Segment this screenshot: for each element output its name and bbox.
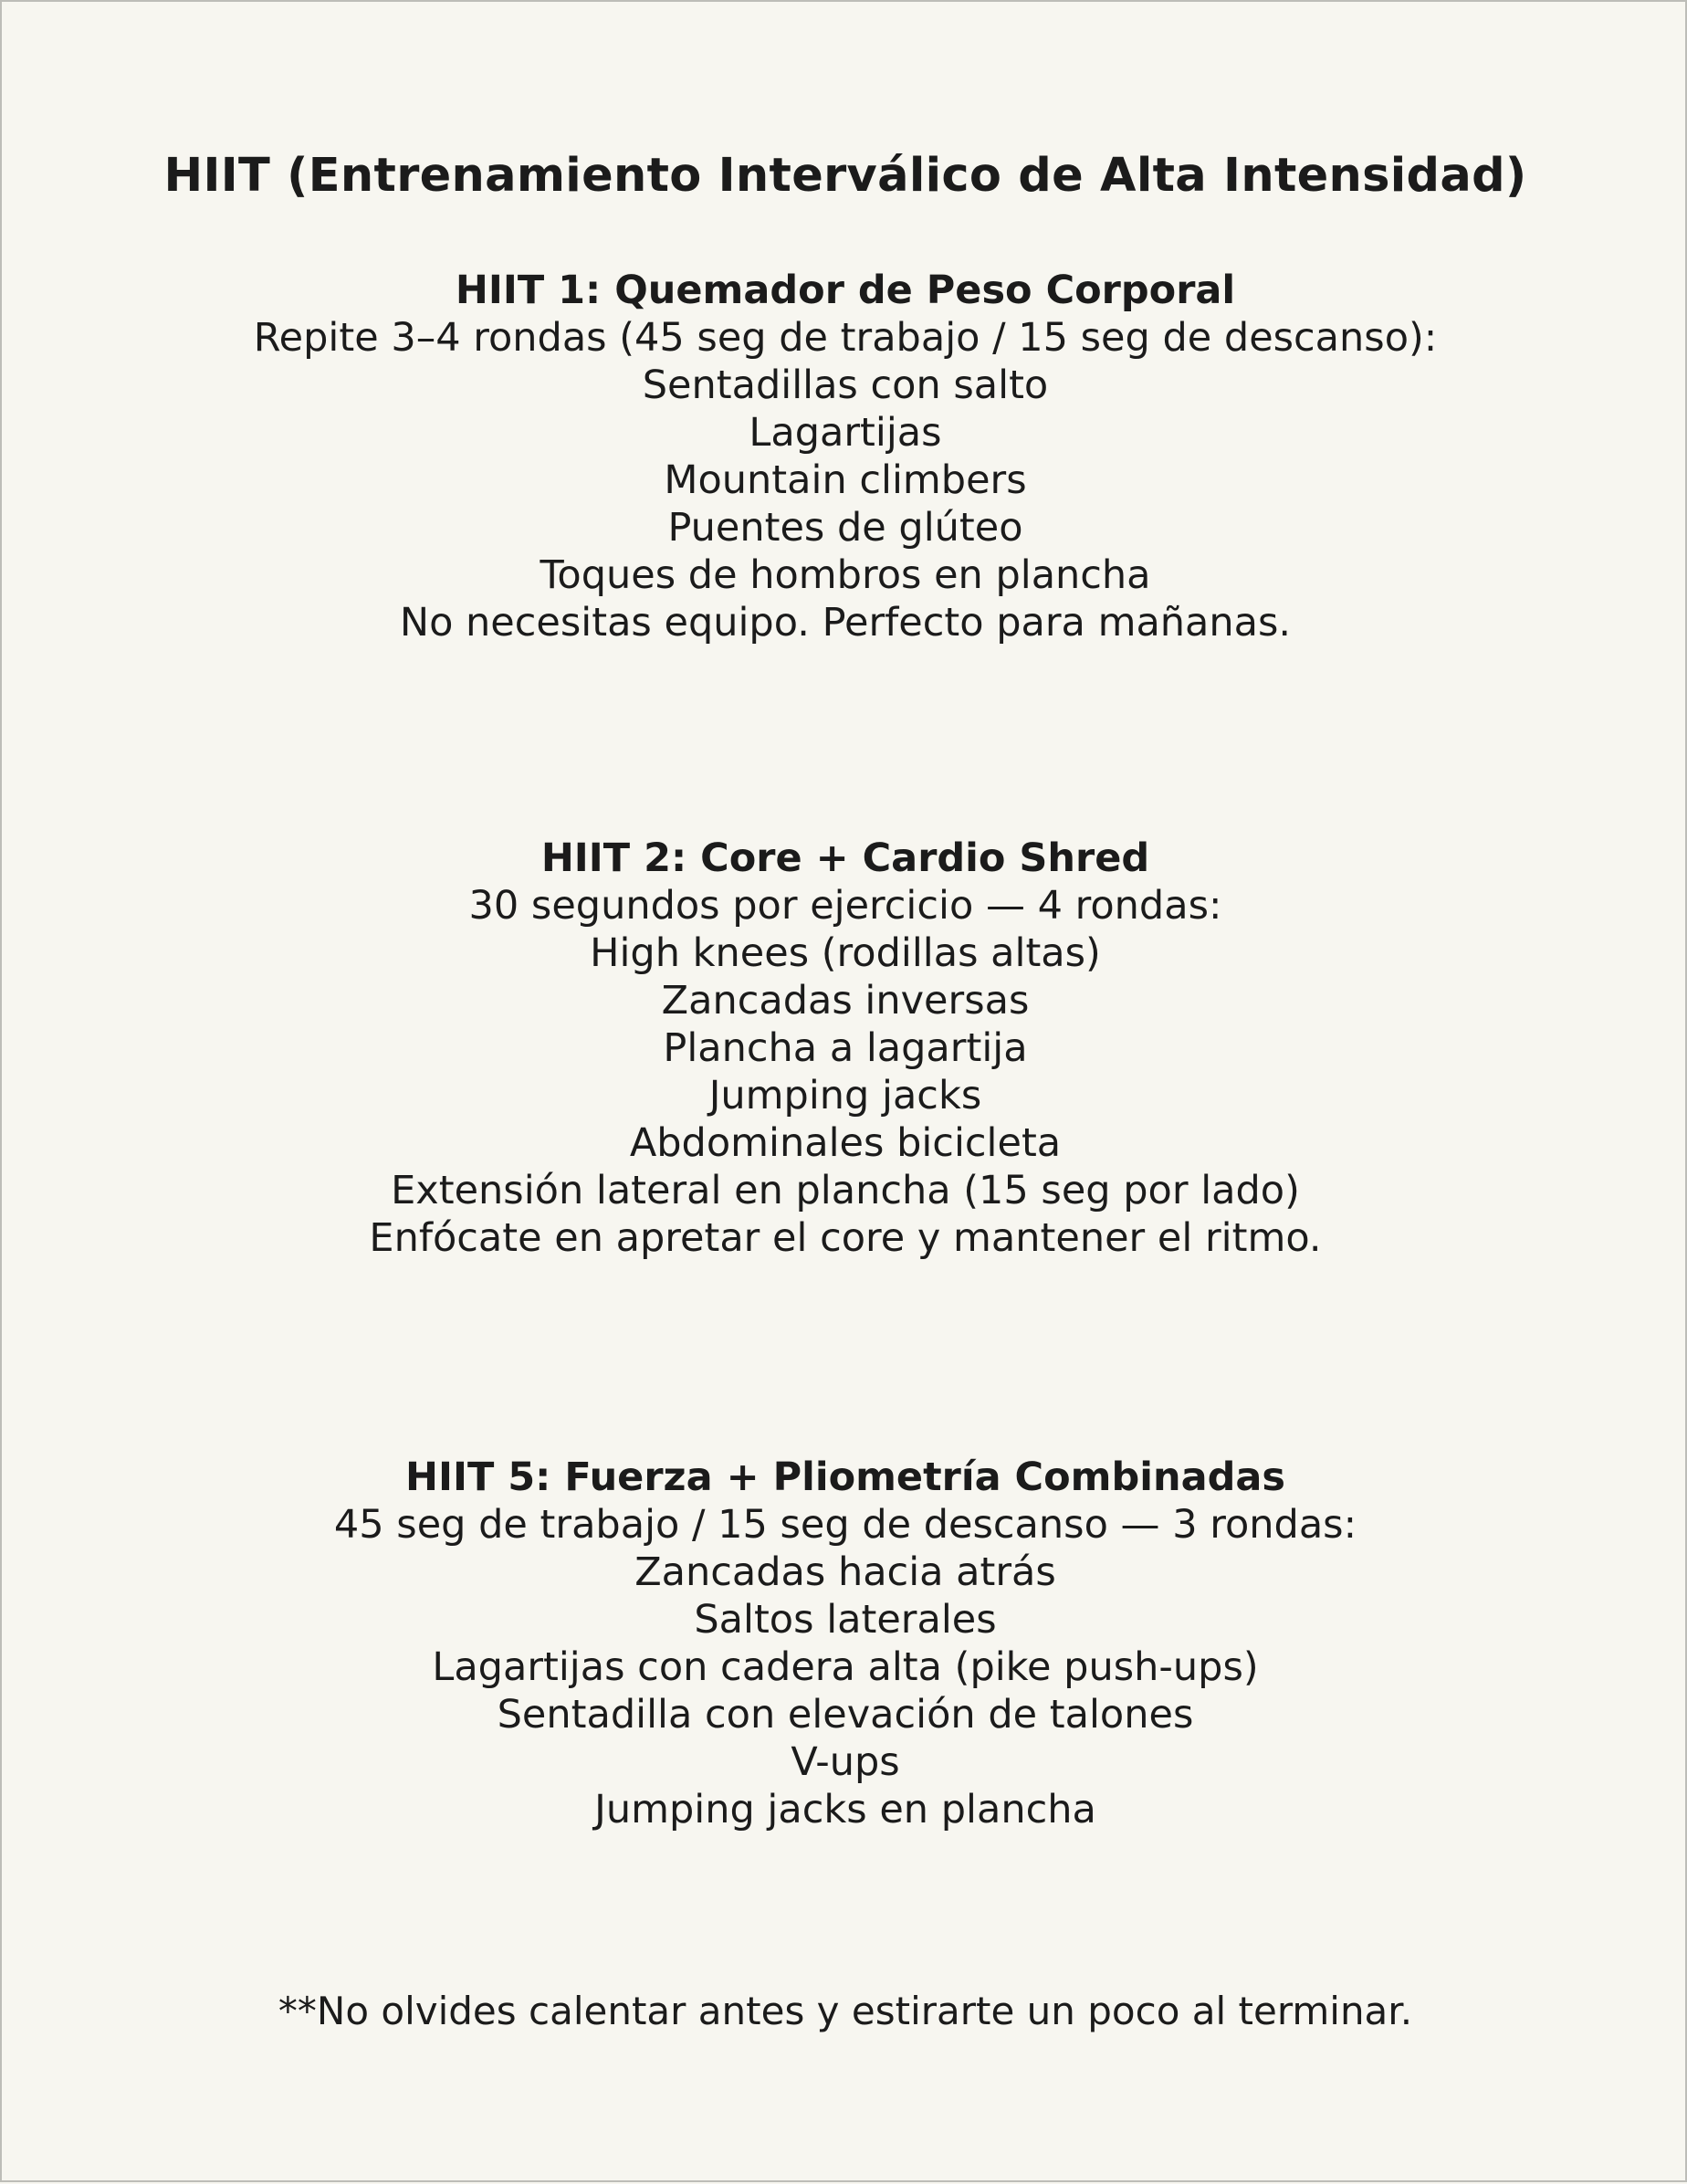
section-note: Enfócate en apretar el core y mantener el ritmo. <box>369 1215 1322 1261</box>
exercise-item: Sentadilla con elevación de talones <box>497 1692 1194 1738</box>
exercise-item: Mountain climbers <box>664 457 1027 503</box>
exercise-item: Lagartijas <box>749 410 942 456</box>
section-instructions: 45 seg de trabajo / 15 seg de descanso — 3 rondas: <box>333 1502 1357 1548</box>
exercise-item: Plancha a lagartija <box>663 1025 1028 1071</box>
workout-section-hiit-2 <box>2 835 1687 1262</box>
section-heading: HIIT 5: Fuerza + Pliometría Combinadas <box>404 1454 1286 1500</box>
workout-section-hiit-5 <box>2 1454 1687 1833</box>
exercise-item: Toques de hombros en plancha <box>540 552 1151 598</box>
exercise-item: Abdominales bicicleta <box>629 1120 1062 1166</box>
section-heading: HIIT 1: Quemador de Peso Corporal <box>455 268 1236 313</box>
section-note: No necesitas equipo. Perfecto para mañanas. <box>399 600 1292 646</box>
workout-section-hiit-1 <box>2 267 1687 646</box>
exercise-item: Zancadas inversas <box>661 978 1030 1024</box>
exercise-item: Zancadas hacia atrás <box>634 1549 1056 1595</box>
exercise-item: Sentadillas con salto <box>642 362 1049 408</box>
section-heading: HIIT 2: Core + Cardio Shred <box>540 835 1150 881</box>
exercise-item: V-ups <box>791 1739 900 1785</box>
document-page <box>2 2 1687 2184</box>
footnote: **No olvides calentar antes y estirarte un poco al terminar. <box>278 1989 1413 2033</box>
exercise-item: Puentes de glúteo <box>667 505 1023 551</box>
exercise-item: Lagartijas con cadera alta (pike push-ups) <box>432 1644 1259 1690</box>
section-instructions: Repite 3–4 rondas (45 seg de trabajo / 15 seg de descanso): <box>253 315 1438 361</box>
exercise-item: Saltos laterales <box>694 1597 997 1643</box>
exercise-item: Jumping jacks en plancha <box>594 1787 1096 1832</box>
section-instructions: 30 segundos por ejercicio — 4 rondas: <box>468 883 1222 929</box>
page-title: HIIT (Entrenamiento Interválico de Alta Intensidad) <box>163 149 1527 203</box>
exercise-item: Jumping jacks <box>708 1073 982 1118</box>
exercise-item: High knees (rodillas altas) <box>590 930 1101 976</box>
exercise-item: Extensión lateral en plancha (15 seg por lado) <box>391 1168 1300 1213</box>
